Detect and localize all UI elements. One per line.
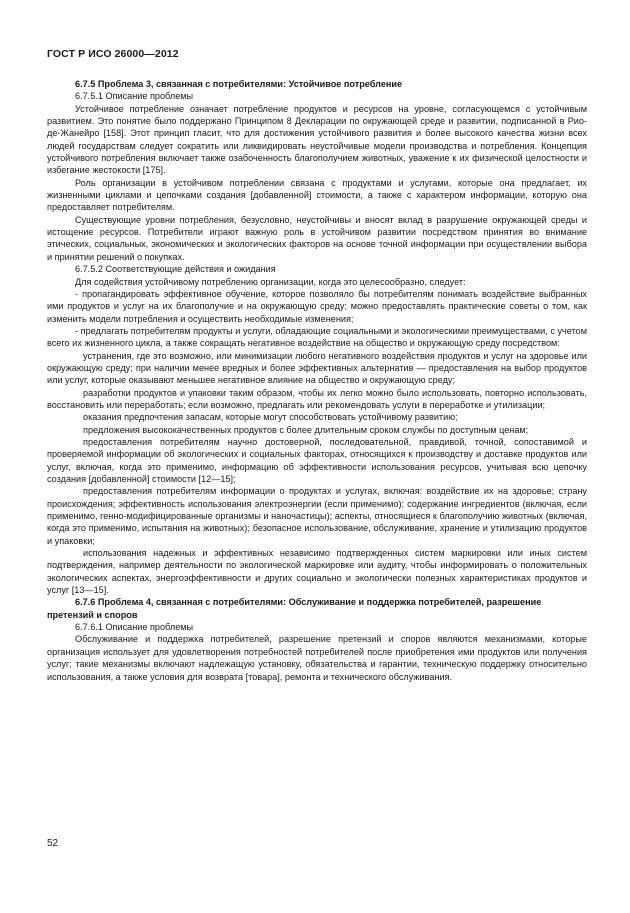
paragraph: - пропагандировать эффективное обучение, которое позволяло бы потребителям понимать воздействие выбранных ими продуктов и услуг на их благополучие и на окружающую среду; можно предоставлять практические советы о том, как изменить модели потребления и осуществить необходимые изменения; [47,288,587,324]
page-header: ГОСТ Р ИСО 26000—2012 [47,48,179,60]
list-item: устранения, где это возможно, или минимизации любого негативного воздействия продуктов и услуг на здоровье или окружающую среду; при наличии менее вредных и более эффективных альтернатив — предоставления на выбор продуктов или услуг, которые оказывают меньшее негативное влияние на общество и окружающую среду; [47,350,587,386]
paragraph: Для содействия устойчивому потреблению организации, когда это целесообразно, следует: [75,276,466,287]
list-item: предоставления потребителям научно достоверной, последовательной, правдивой, точной, сопоставимой и проверяемой информации об экологических и социальных факторах, относящихся к производству и доставке продуктов или услуг, включая, когда это применимо, информацию об эффективности использования ресурсов, учитывая всю цепочку создания [добавленной] стоимости [12—15]; [47,436,587,484]
paragraph: Существующие уровни потребления, безусловно, неустойчивы и вносят вклад в разрушение окружающей среды и истощение ресурсов. Потребители играют важную роль в устойчивом развитии посредством принятия во внимание этических, социальных, экономических и экологических факторов на основе точной информации при осуществлении выбора и принятии решений о покупках. [47,214,587,262]
paragraph: Роль организации в устойчивом потреблении связана с продуктами и услугами, которые она предлагает, их жизненными циклами и цепочками создания [добавленной] стоимости, а также с характером информации, которую она предоставляет потребителям. [47,177,587,213]
subsection-heading: 6.7.5.2 Соответствующие действия и ожидания [75,264,276,275]
list-item: оказания предпочтения запасам, которые могут способствовать устойчивому развитию; [83,412,458,423]
section-heading: 6.7.5 Проблема 3, связанная с потребителями: Устойчивое потребление [75,79,403,89]
subsection-heading: 6.7.5.1 Описание проблемы [75,91,194,102]
list-item: предоставления потребителям информации о продуктах и услугах, включая: воздействие их на здоровье; страну происхождения; эффективность использования электроэнергии (если применимо); содержание ингредиентов (включая, если применимо, генно-модифицированные организмы и наночастицы); аспекты, относящиеся к благополучию животных (включая, когда это применимо, испытания на животных); безопасное использование, обслуживание, хранение и утилизацию продуктов и упаковки; [47,486,587,546]
list-item: использования надежных и эффективных независимо подтвержденных систем маркировки или иных систем подтверждения, например деятельности по экологической маркировке или аудиту, чтобы информировать о положительных экологических аспектах, энергоэффективности и других социально и экологически полезных характеристиках продуктов и услуг [13—15]. [47,548,587,596]
document-body [47,78,587,683]
section-heading: 6.7.6 Проблема 4, связанная с потребителями: Обслуживание и поддержка потребителей, разрешение претензий и споров [47,597,542,620]
page-number: 52 [47,838,59,849]
paragraph: - предлагать потребителям продукты и услуги, обладающие социальными и экологическими преимуществами, с учетом всего их жизненного цикла, а также сокращать негативное воздействие на общество и окружающую среду посредством: [47,325,587,349]
list-item: предложения высококачественных продуктов с более длительным сроком службы по доступным ценам; [83,424,529,435]
paragraph: Обслуживание и поддержка потребителей, разрешение претензий и споров являются механизмами, которые организация использует для удовлетворения потребностей потребителей после приобретения ими продуктов или получения услуг; такие механизмы включают надлежащую установку, обязательства и гарантии, техническую поддержку относительно использования, а также условия для возврата [товара], ремонта и технического обслуживания. [47,634,587,682]
list-item: разработки продуктов и упаковки таким образом, чтобы их легко можно было использовать, повторно использовать, восстановить или переработать; если возможно, предлагать или рекомендовать услуги в переработке и утилизации; [47,387,587,410]
subsection-heading: 6.7.6.1 Описание проблемы [75,622,194,633]
paragraph: Устойчивое потребление означает потребление продуктов и ресурсов на уровне, согласующемся с устойчивым развитием. Это понятие было поддержано Принципом 8 Декларации по окружающей среде и развитии, подписанной в Рио-де-Жанейро [158]. Этот принцип гласит, что для достижения устойчивого развития и более высокого качества жизни всех людей государствам следует сократить или ликвидировать неустойчивые модели производства и потребления. Концепция устойчивого потребления включает также озабоченность благополучием животных, уважение к их физической целостности и избегание жестокости [175]. [47,103,587,176]
